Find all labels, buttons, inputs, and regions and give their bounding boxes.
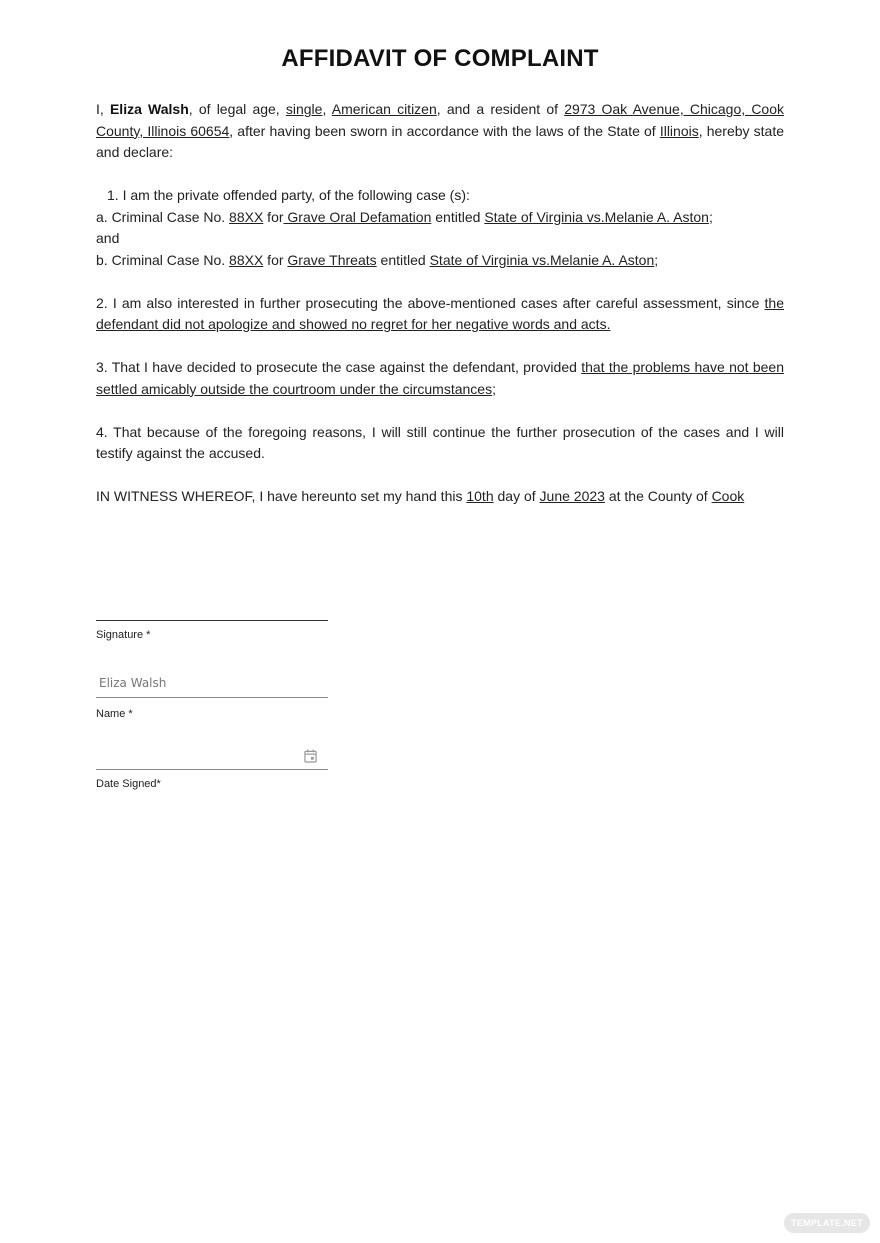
template-watermark: TEMPLATE.NET	[784, 1213, 870, 1233]
case-a-number: 88XX	[229, 208, 264, 225]
item-1: 1. I am the private offended party, of the following case (s):	[107, 187, 470, 203]
item-3: 3. That I have decided to prosecute the case against the defendant, provided that the problems have not been settled amicably outside the courtroom under the circumstances;	[96, 359, 784, 397]
signature-label: Signature *	[96, 629, 151, 641]
intro-paragraph: I, Eliza Walsh, of legal age, single, American citizen, and a resident of 2973 Oak Avenue, Chicago, Cook County, Illinois 60654, after having been sworn in accordance with the laws of the State of Illinois, hereby state and declare:	[96, 101, 785, 160]
date-signed-label: Date Signed*	[96, 778, 161, 790]
case-a-offense: Grave Oral Defamation	[283, 208, 432, 225]
case-b: b. Criminal Case No. 88XX for Grave Threats entitled State of Virginia vs.Melanie A. Aston;	[96, 251, 659, 268]
case-a: a. Criminal Case No. 88XX for Grave Oral Defamation entitled State of Virginia vs.Melanie A. Aston;	[96, 208, 713, 225]
document-body	[96, 99, 784, 508]
item-4: 4. That because of the foregoing reasons, I will still continue the further prosecution of the cases and I will testify against the accused.	[96, 423, 784, 461]
case-b-title: State of Virginia vs.Melanie A. Aston	[429, 251, 655, 268]
address: 2973 Oak Avenue, Chicago, Cook County, Illinois 60654	[96, 101, 785, 139]
item-3-condition: that the problems have not been settled amicably outside the courtroom under the circumstances	[96, 359, 784, 397]
name-input[interactable]	[96, 668, 328, 698]
state: Illinois	[659, 122, 699, 139]
case-b-offense: Grave Threats	[287, 251, 377, 268]
witness-day: 10th	[466, 488, 494, 504]
item-2: 2. I am also interested in further prosecuting the above-mentioned cases after careful assessment, since the defendant did not apologize and showed no regret for her negative words and acts.	[96, 294, 784, 332]
name-label: Name *	[96, 708, 133, 720]
item-2-reason: the defendant did not apologize and showed no regret for her negative words and acts.	[96, 294, 784, 332]
date-signed-input[interactable]	[96, 740, 328, 770]
signature-field[interactable]	[96, 560, 328, 621]
document-title: AFFIDAVIT OF COMPLAINT	[281, 45, 599, 72]
case-a-title: State of Virginia vs.Melanie A. Aston	[484, 208, 709, 225]
witness-county: Cook	[711, 488, 745, 504]
witness-month-year: June 2023	[539, 488, 605, 504]
case-b-number: 88XX	[229, 251, 264, 268]
calendar-icon[interactable]	[304, 749, 317, 763]
witness-clause: IN WITNESS WHEREOF, I have hereunto set my hand this 10th day of June 2023 at the County of Cook	[96, 488, 745, 504]
citizenship: American citizen	[331, 101, 437, 117]
and-text: and	[96, 230, 120, 246]
affiant-name: Eliza Walsh	[109, 101, 189, 117]
civil-status: single	[285, 101, 323, 117]
